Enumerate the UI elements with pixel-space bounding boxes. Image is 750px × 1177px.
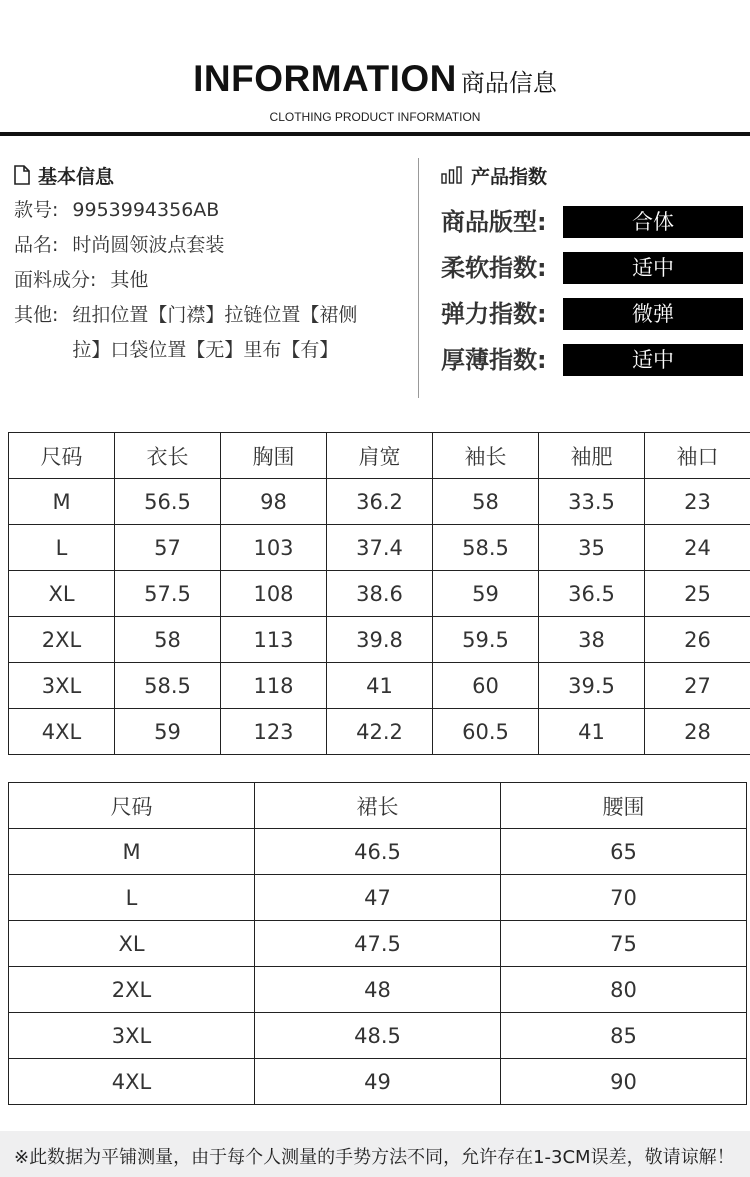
table-cell: 57	[115, 525, 221, 571]
table-cell: 47	[255, 875, 501, 921]
table-row	[9, 479, 750, 525]
table-cell: 37.4	[327, 525, 433, 571]
index-label: 厚薄指数:	[441, 346, 547, 374]
index-row-elasticity	[441, 298, 743, 330]
table-cell: 65	[501, 829, 747, 875]
table-cell: 47.5	[255, 921, 501, 967]
product-index-title: 产品指数	[471, 165, 548, 188]
table-cell: 90	[501, 1059, 747, 1105]
table-cell: 39.5	[539, 663, 645, 709]
table-cell: 58	[433, 479, 539, 525]
skirt-size-table	[8, 782, 747, 1105]
header-cell: 腰围	[501, 783, 747, 829]
header-cell: 肩宽	[327, 433, 433, 479]
table-row	[9, 1013, 747, 1059]
header-cell: 胸围	[221, 433, 327, 479]
table-cell: 108	[221, 571, 327, 617]
header-cell: 裙长	[255, 783, 501, 829]
other-details-value: 纽扣位置【门襟】拉链位置【裙侧拉】口袋位置【无】里布【有】	[72, 304, 358, 361]
table-cell: 4XL	[9, 1059, 255, 1105]
product-name-row	[14, 232, 414, 258]
table-cell: 60.5	[433, 709, 539, 755]
header-cell: 袖口	[645, 433, 750, 479]
table-cell: 58.5	[115, 663, 221, 709]
table-cell: 59.5	[433, 617, 539, 663]
table-row	[9, 875, 747, 921]
table-cell: L	[9, 875, 255, 921]
table-cell: 36.2	[327, 479, 433, 525]
index-label: 商品版型:	[441, 208, 547, 236]
table-cell: 24	[645, 525, 750, 571]
table-row	[9, 571, 750, 617]
table-cell: 33.5	[539, 479, 645, 525]
table-row	[9, 921, 747, 967]
index-value-badge: 适中	[563, 344, 743, 376]
basic-info-title: 基本信息	[38, 165, 115, 188]
table-header-row	[9, 433, 750, 479]
table-cell: 38	[539, 617, 645, 663]
index-value-badge: 适中	[563, 252, 743, 284]
table-cell: 39.8	[327, 617, 433, 663]
product-index-panel	[441, 162, 743, 376]
table-cell: 85	[501, 1013, 747, 1059]
header-cell: 尺码	[9, 433, 115, 479]
table-cell: 103	[221, 525, 327, 571]
page-title	[0, 58, 750, 100]
table-cell: 36.5	[539, 571, 645, 617]
vertical-divider	[418, 158, 419, 398]
table-cell: 75	[501, 921, 747, 967]
table-cell: M	[9, 829, 255, 875]
table-cell: 57.5	[115, 571, 221, 617]
header-divider	[0, 132, 750, 136]
table-cell: 98	[221, 479, 327, 525]
top-size-table	[8, 432, 750, 755]
table-row	[9, 829, 747, 875]
table-cell: 118	[221, 663, 327, 709]
table-cell: 26	[645, 617, 750, 663]
table-cell: 60	[433, 663, 539, 709]
index-row-thickness	[441, 344, 743, 376]
table-cell: 48.5	[255, 1013, 501, 1059]
title-chinese: 商品信息	[460, 69, 557, 97]
measurement-note: ※此数据为平铺测量，由于每个人测量的手势方法不同，允许存在1-3CM误差，敬请谅解！	[14, 1147, 735, 1168]
style-number-label: 款号:	[14, 199, 59, 221]
table-cell: 70	[501, 875, 747, 921]
style-number-value: 9953994356AB	[72, 199, 220, 221]
index-value-badge: 合体	[563, 206, 743, 238]
table-cell: 59	[433, 571, 539, 617]
table-row	[9, 1059, 747, 1105]
table-row	[9, 525, 750, 571]
table-cell: M	[9, 479, 115, 525]
table-cell: 4XL	[9, 709, 115, 755]
table-cell: XL	[9, 571, 115, 617]
header-cell: 袖长	[433, 433, 539, 479]
table-cell: 58.5	[433, 525, 539, 571]
table-cell: 28	[645, 709, 750, 755]
table-cell: 58	[115, 617, 221, 663]
table-cell: XL	[9, 921, 255, 967]
index-value-badge: 微弹	[563, 298, 743, 330]
title-english: INFORMATION	[193, 58, 457, 99]
product-name-label: 品名:	[14, 234, 59, 256]
table-cell: 27	[645, 663, 750, 709]
table-cell: 25	[645, 571, 750, 617]
table-cell: 41	[327, 663, 433, 709]
header-cell: 袖肥	[539, 433, 645, 479]
table-cell: 3XL	[9, 1013, 255, 1059]
table-cell: 35	[539, 525, 645, 571]
header-cell: 衣长	[115, 433, 221, 479]
bar-chart-icon	[441, 166, 463, 184]
table-row	[9, 617, 750, 663]
fabric-label: 面料成分:	[14, 269, 97, 291]
table-cell: 2XL	[9, 967, 255, 1013]
table-cell: 23	[645, 479, 750, 525]
basic-info-heading	[14, 162, 414, 188]
header-cell: 尺码	[9, 783, 255, 829]
table-header-row	[9, 783, 747, 829]
product-name-value: 时尚圆领波点套装	[72, 234, 225, 256]
measurement-note-bar	[0, 1131, 750, 1177]
table-row	[9, 709, 750, 755]
index-row-fit	[441, 206, 743, 238]
table-cell: 123	[221, 709, 327, 755]
page-subtitle: CLOTHING PRODUCT INFORMATION	[269, 110, 481, 124]
table-cell: 49	[255, 1059, 501, 1105]
index-label: 弹力指数:	[441, 300, 547, 328]
table-cell: 56.5	[115, 479, 221, 525]
product-info-section	[0, 150, 750, 400]
table-cell: 2XL	[9, 617, 115, 663]
table-cell: 38.6	[327, 571, 433, 617]
table-cell: 46.5	[255, 829, 501, 875]
other-details-label: 其他:	[14, 304, 59, 326]
other-details-row	[14, 302, 414, 368]
basic-info-panel	[14, 162, 414, 368]
table-cell: 59	[115, 709, 221, 755]
document-icon	[14, 165, 30, 185]
index-label: 柔软指数:	[441, 254, 547, 282]
fabric-row	[14, 267, 414, 293]
table-cell: 48	[255, 967, 501, 1013]
fabric-value: 其他	[110, 269, 149, 291]
product-index-heading	[441, 162, 743, 188]
table-cell: L	[9, 525, 115, 571]
table-cell: 42.2	[327, 709, 433, 755]
table-cell: 80	[501, 967, 747, 1013]
table-row	[9, 663, 750, 709]
style-number-row	[14, 197, 414, 223]
table-cell: 3XL	[9, 663, 115, 709]
table-cell: 113	[221, 617, 327, 663]
page-header	[0, 0, 750, 136]
table-row	[9, 967, 747, 1013]
index-row-softness	[441, 252, 743, 284]
table-cell: 41	[539, 709, 645, 755]
